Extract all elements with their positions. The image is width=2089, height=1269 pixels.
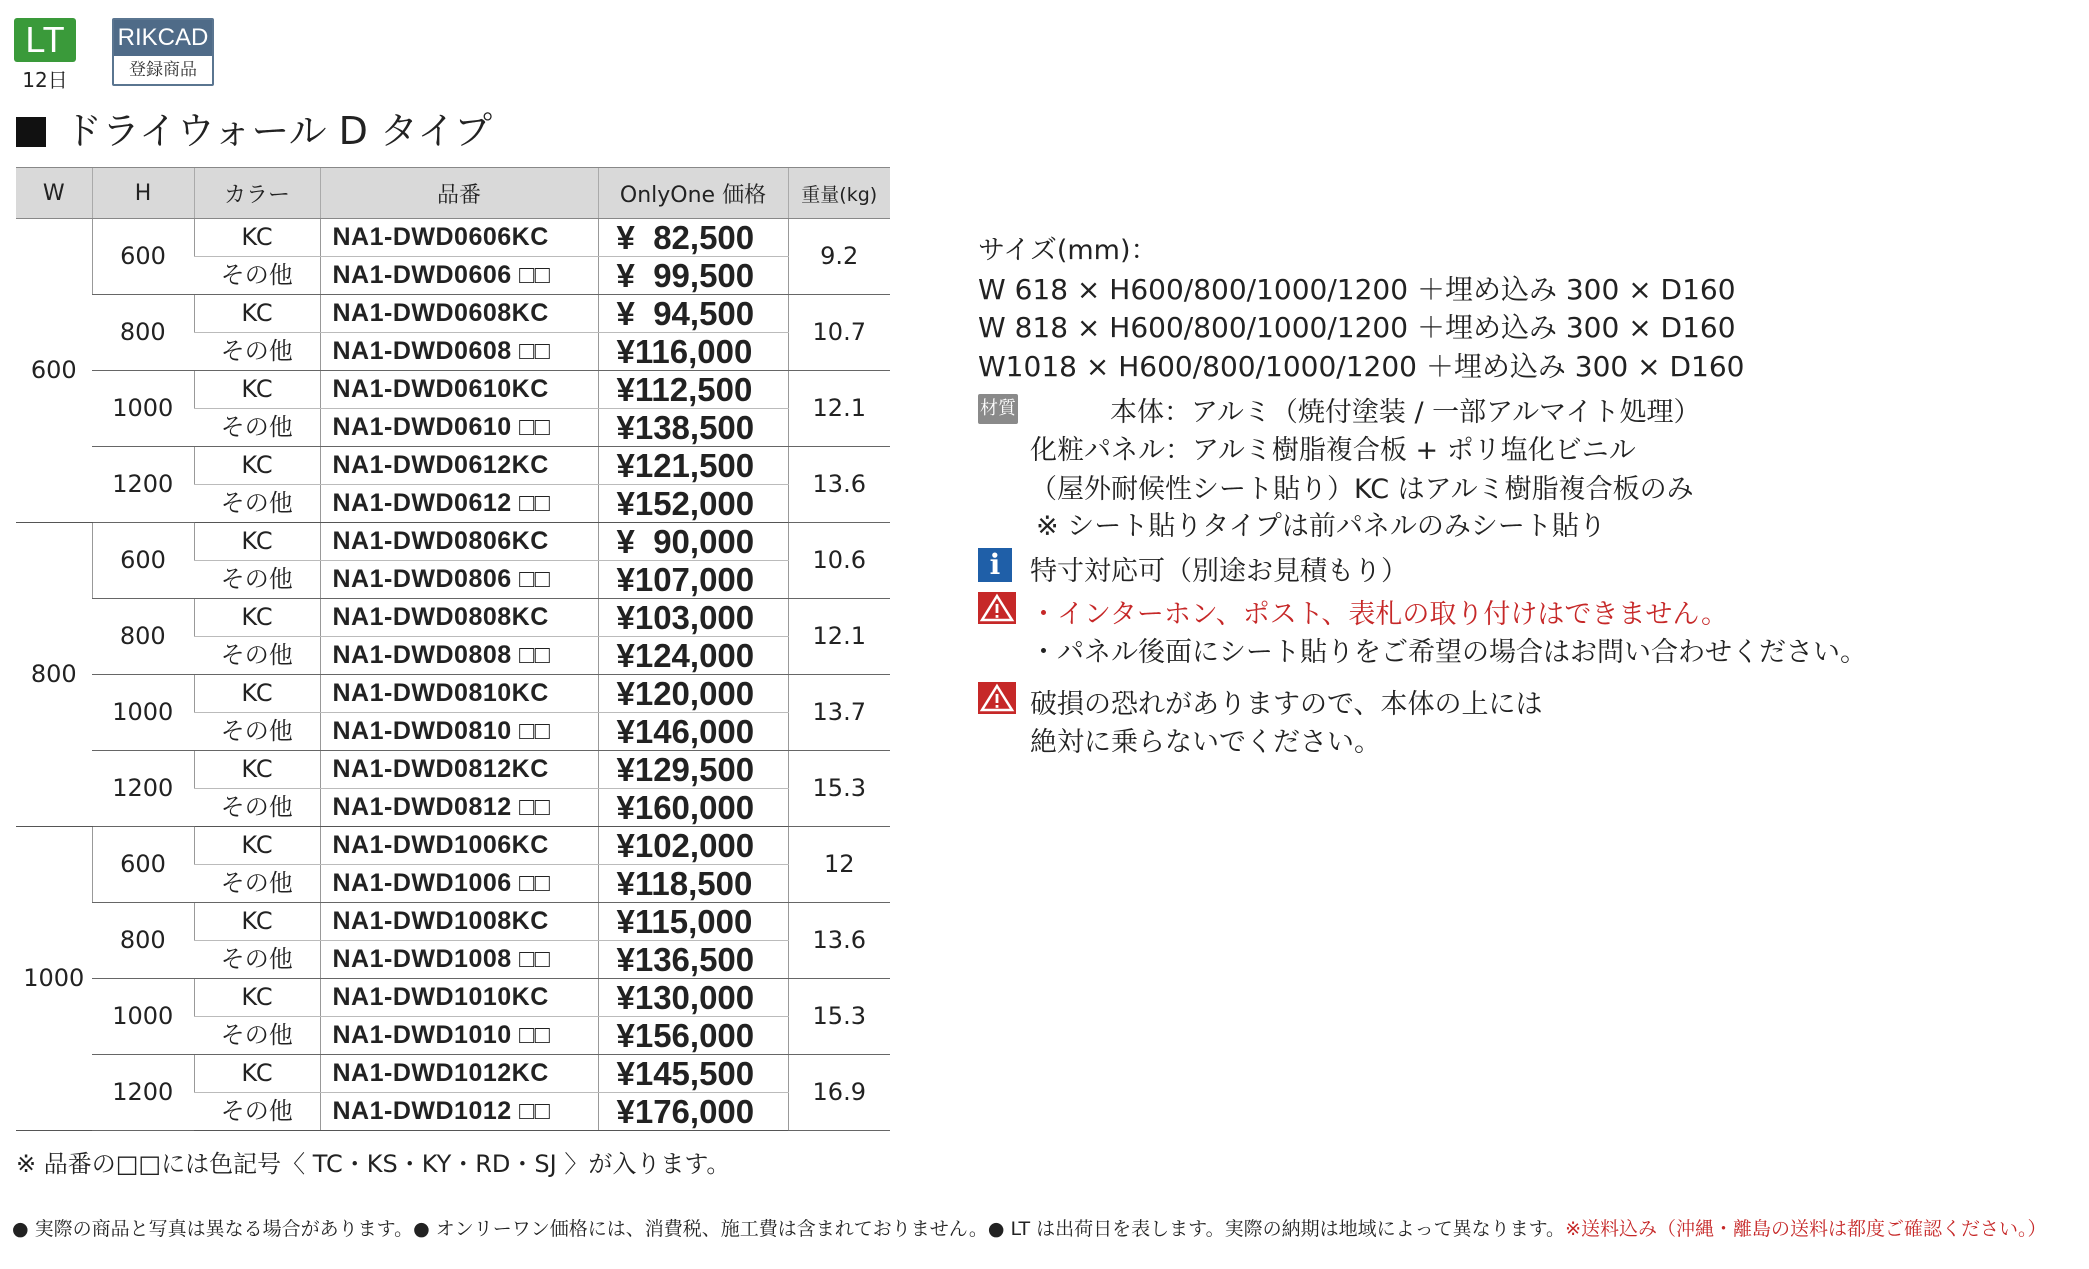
- cell-width: 1000: [16, 827, 92, 1131]
- warning-text-black: ・パネル後面にシート貼りをご希望の場合はお問い合わせください。: [1030, 637, 1867, 668]
- table-row: [16, 979, 890, 1017]
- cell-color: その他: [194, 713, 320, 751]
- cell-color: KC: [194, 1055, 320, 1093]
- cell-height: 1000: [92, 979, 194, 1055]
- lead-time-badge: [14, 18, 76, 62]
- table-row: [16, 447, 890, 485]
- cell-color: KC: [194, 447, 320, 485]
- cell-color: KC: [194, 523, 320, 561]
- cell-width: 600: [16, 219, 92, 523]
- bottom-notice: [12, 1214, 2046, 1241]
- cell-price: ¥156,000: [598, 1017, 788, 1055]
- cell-price: ¥124,000: [598, 637, 788, 675]
- header-h: H: [92, 168, 194, 219]
- cell-code: NA1-DWD0806 □□: [320, 561, 598, 599]
- cell-code: NA1-DWD0810 □□: [320, 713, 598, 751]
- cell-code: NA1-DWD0606 □□: [320, 257, 598, 295]
- cell-height: 1000: [92, 371, 194, 447]
- table-header-row: [16, 168, 890, 219]
- cell-weight: 9.2: [788, 219, 890, 295]
- cell-color: その他: [194, 333, 320, 371]
- cell-code: NA1-DWD1012KC: [320, 1055, 598, 1093]
- footnote: ※ 品番の□□には色記号〈 TC・KS・KY・RD・SJ 〉が入ります。: [16, 1150, 731, 1178]
- table-row: [16, 599, 890, 637]
- cell-color: その他: [194, 1093, 320, 1131]
- cell-weight: 13.6: [788, 903, 890, 979]
- cell-color: KC: [194, 827, 320, 865]
- cell-price: ¥176,000: [598, 1093, 788, 1131]
- cell-code: NA1-DWD1008KC: [320, 903, 598, 941]
- header-price: OnlyOne 価格: [598, 168, 788, 219]
- cell-color: KC: [194, 903, 320, 941]
- cell-color: その他: [194, 409, 320, 447]
- cell-code: NA1-DWD0812KC: [320, 751, 598, 789]
- size-label: サイズ(mm)：: [978, 235, 1158, 266]
- cell-price: ¥136,500: [598, 941, 788, 979]
- cell-price: ¥ 94,500: [598, 295, 788, 333]
- cell-color: その他: [194, 865, 320, 903]
- price-table: [16, 167, 890, 1131]
- cell-price: ¥103,000: [598, 599, 788, 637]
- table-row: [16, 827, 890, 865]
- cell-color: KC: [194, 751, 320, 789]
- size-line-3: W1018 × H600/800/1000/1200 ＋埋め込み 300 × D160: [978, 350, 1745, 383]
- page-title-text: ドライウォール D タイプ: [64, 109, 493, 153]
- cell-price: ¥120,000: [598, 675, 788, 713]
- cell-height: 800: [92, 295, 194, 371]
- bottom-notice-red: ※送料込み（沖縄・離島の送料は都度ご確認ください。）: [1565, 1218, 2047, 1240]
- cell-code: NA1-DWD1010 □□: [320, 1017, 598, 1055]
- cell-weight: 10.7: [788, 295, 890, 371]
- cell-price: ¥107,000: [598, 561, 788, 599]
- cell-code: NA1-DWD0608 □□: [320, 333, 598, 371]
- cell-price: ¥129,500: [598, 751, 788, 789]
- table-row: [16, 371, 890, 409]
- cell-color: KC: [194, 371, 320, 409]
- cell-color: その他: [194, 637, 320, 675]
- cell-price: ¥160,000: [598, 789, 788, 827]
- cell-code: NA1-DWD0810KC: [320, 675, 598, 713]
- header-color: カラー: [194, 168, 320, 219]
- cell-price: ¥116,000: [598, 333, 788, 371]
- table-row: [16, 295, 890, 333]
- header-code: 品番: [320, 168, 598, 219]
- table-row: [16, 903, 890, 941]
- rikcad-label: RIKCAD: [114, 20, 212, 56]
- cell-code: NA1-DWD0808KC: [320, 599, 598, 637]
- cell-color: その他: [194, 789, 320, 827]
- cell-height: 600: [92, 523, 194, 599]
- cell-code: NA1-DWD0812 □□: [320, 789, 598, 827]
- cell-code: NA1-DWD1010KC: [320, 979, 598, 1017]
- cell-weight: 15.3: [788, 979, 890, 1055]
- cell-code: NA1-DWD1012 □□: [320, 1093, 598, 1131]
- caution-line-1: 破損の恐れがありますので、本体の上には: [1030, 689, 1543, 720]
- cell-height: 1200: [92, 1055, 194, 1131]
- cell-code: NA1-DWD0610 □□: [320, 409, 598, 447]
- cell-height: 600: [92, 219, 194, 295]
- cell-color: その他: [194, 1017, 320, 1055]
- cell-color: KC: [194, 675, 320, 713]
- cell-color: KC: [194, 219, 320, 257]
- header-w: W: [16, 168, 92, 219]
- cell-weight: 10.6: [788, 523, 890, 599]
- page-title: [16, 100, 492, 155]
- cell-code: NA1-DWD0610KC: [320, 371, 598, 409]
- lead-time-label: LT: [25, 19, 65, 60]
- cell-code: NA1-DWD0612 □□: [320, 485, 598, 523]
- info-text: 特寸対応可（別途お見積もり）: [1030, 556, 1408, 587]
- material-line-4: ※ シート貼りタイプは前パネルのみシート貼り: [1036, 511, 1606, 542]
- cell-price: ¥152,000: [598, 485, 788, 523]
- cell-code: NA1-DWD0808 □□: [320, 637, 598, 675]
- cell-price: ¥102,000: [598, 827, 788, 865]
- cell-price: ¥ 90,000: [598, 523, 788, 561]
- cell-color: その他: [194, 941, 320, 979]
- cell-weight: 12: [788, 827, 890, 903]
- material-icon: 材質: [978, 390, 1018, 424]
- cell-height: 800: [92, 903, 194, 979]
- material-line-2: 化粧パネル：アルミ樹脂複合板 + ポリ塩化ビニル: [1030, 435, 1636, 466]
- cell-color: その他: [194, 485, 320, 523]
- cell-height: 1200: [92, 751, 194, 827]
- cell-color: KC: [194, 599, 320, 637]
- cell-weight: 12.1: [788, 599, 890, 675]
- cell-code: NA1-DWD1006KC: [320, 827, 598, 865]
- table-row: [16, 751, 890, 789]
- cell-weight: 12.1: [788, 371, 890, 447]
- cell-code: NA1-DWD0806KC: [320, 523, 598, 561]
- warning-icon: [978, 592, 1016, 631]
- table-row: [16, 1055, 890, 1093]
- cell-color: KC: [194, 979, 320, 1017]
- cell-weight: 15.3: [788, 751, 890, 827]
- info-icon: i: [978, 548, 1012, 582]
- cell-height: 1000: [92, 675, 194, 751]
- size-line-2: W 818 × H600/800/1000/1200 ＋埋め込み 300 × D160: [978, 311, 1736, 344]
- header-weight: 重量(kg): [788, 168, 890, 219]
- cell-height: 800: [92, 599, 194, 675]
- cell-color: その他: [194, 561, 320, 599]
- cell-price: ¥145,500: [598, 1055, 788, 1093]
- table-row: [16, 523, 890, 561]
- cell-code: NA1-DWD0606KC: [320, 219, 598, 257]
- table-row: [16, 219, 890, 257]
- cell-color: その他: [194, 257, 320, 295]
- cell-weight: 13.6: [788, 447, 890, 523]
- cell-color: KC: [194, 295, 320, 333]
- warning-text-red: ・インターホン、ポスト、表札の取り付けはできません。: [1030, 599, 1728, 630]
- bottom-notice-text: ● 実際の商品と写真は異なる場合があります。● オンリーワン価格には、消費税、施工費は含まれておりません。● LT は出荷日を表します。実際の納期は地域によって異なります。: [12, 1218, 1566, 1240]
- size-line-1: W 618 × H600/800/1000/1200 ＋埋め込み 300 × D160: [978, 273, 1736, 306]
- cell-code: NA1-DWD1006 □□: [320, 865, 598, 903]
- square-bullet-icon: [16, 117, 46, 147]
- cell-price: ¥ 82,500: [598, 219, 788, 257]
- rikcad-badge: [112, 18, 214, 86]
- cell-height: 1200: [92, 447, 194, 523]
- cell-code: NA1-DWD0608KC: [320, 295, 598, 333]
- cell-price: ¥138,500: [598, 409, 788, 447]
- caution-line-2: 絶対に乗らないでください。: [1030, 727, 1381, 758]
- cell-price: ¥130,000: [598, 979, 788, 1017]
- material-line-1: 本体：アルミ（焼付塗装 / 一部アルマイト処理）: [1110, 397, 1701, 428]
- cell-price: ¥ 99,500: [598, 257, 788, 295]
- cell-weight: 16.9: [788, 1055, 890, 1131]
- cell-price: ¥115,000: [598, 903, 788, 941]
- cell-code: NA1-DWD0612KC: [320, 447, 598, 485]
- lead-time-days: 12日: [22, 68, 68, 92]
- cell-weight: 13.7: [788, 675, 890, 751]
- warning-icon-2: [978, 682, 1016, 721]
- cell-price: ¥112,500: [598, 371, 788, 409]
- cell-width: 800: [16, 523, 92, 827]
- material-line-3: （屋外耐候性シート貼り）KC はアルミ樹脂複合板のみ: [1030, 474, 1694, 505]
- cell-price: ¥118,500: [598, 865, 788, 903]
- cell-price: ¥121,500: [598, 447, 788, 485]
- cell-code: NA1-DWD1008 □□: [320, 941, 598, 979]
- table-row: [16, 675, 890, 713]
- rikcad-sub: 登録商品: [129, 60, 197, 80]
- cell-price: ¥146,000: [598, 713, 788, 751]
- cell-height: 600: [92, 827, 194, 903]
